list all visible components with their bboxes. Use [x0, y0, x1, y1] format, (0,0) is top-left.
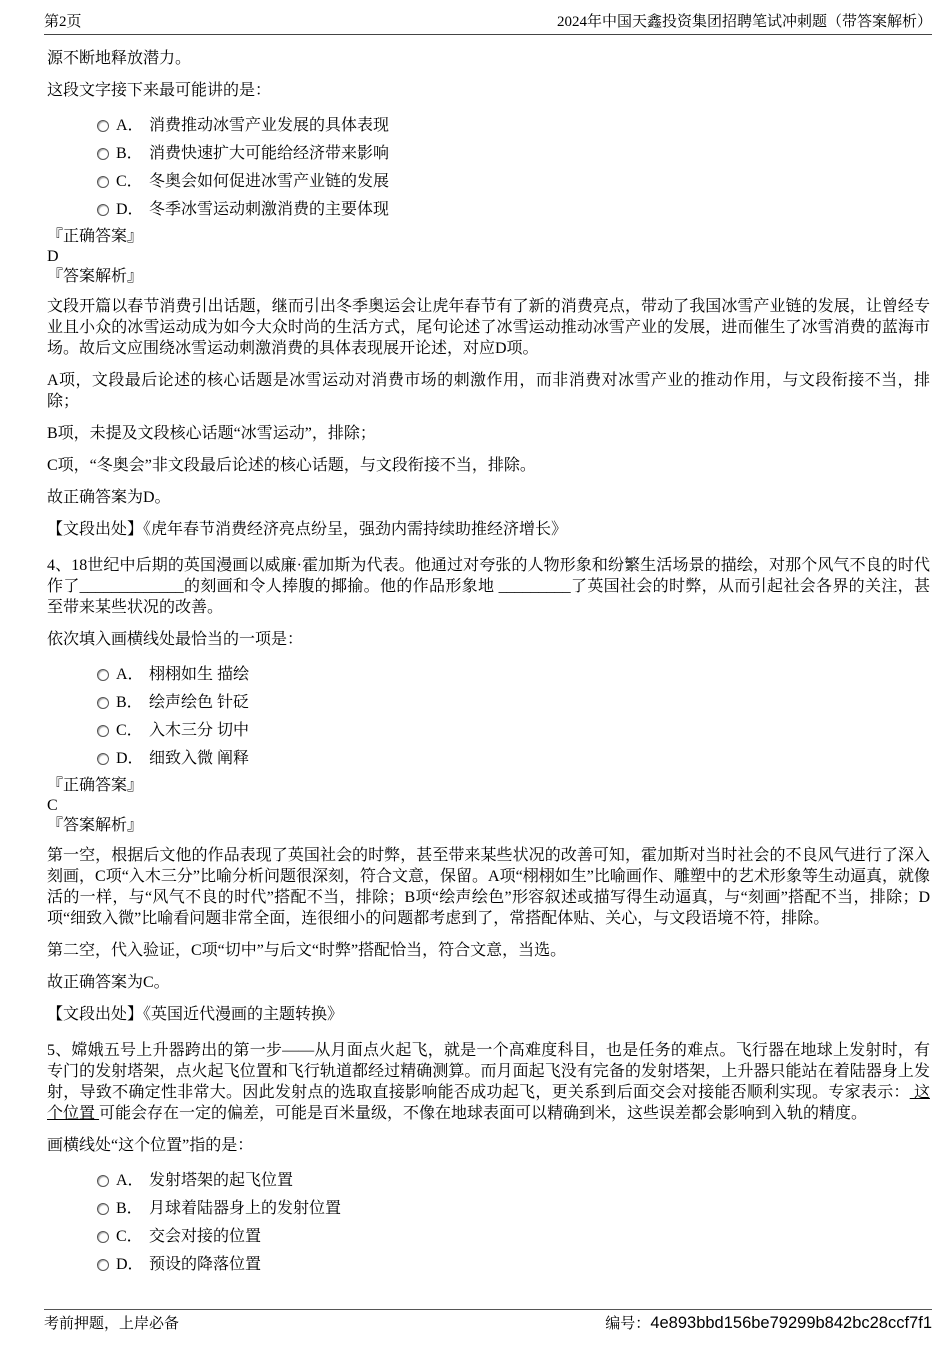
passage-source: 【文段出处】《虎年春节消费经济亮点纷呈，强劲内需持续助推经济增长》	[47, 521, 568, 538]
q3-prompt: 这段文字接下来最可能讲的是：	[47, 82, 272, 99]
serial-label: 编号：	[605, 1316, 651, 1332]
passage-source: 【文段出处】《英国近代漫画的主题转换》	[47, 1006, 344, 1023]
option-letter: A．	[116, 1172, 144, 1189]
radio-button-icon[interactable]	[97, 753, 109, 765]
radio-button-icon[interactable]	[97, 669, 109, 681]
q4-options	[47, 664, 930, 769]
option-text: 交会对接的位置	[149, 1228, 262, 1245]
option-text: 消费推动冰雪产业发展的具体表现	[149, 117, 390, 134]
q4-stem: 4、18世纪中后期的英国漫画以威廉·霍加斯为代表。他通过对夸张的人物形象和纷繁生活场景的描绘，对那个风气不良的时代作了_____________的刻画和令人捧腹的揶揄。他的作品形象地 _________了英国社会的时弊，从而引起社会各界的关注，甚至带来某些状况的改善。	[47, 557, 930, 616]
option-text: 细致入微 阐释	[149, 750, 250, 767]
radio-button-icon[interactable]	[97, 148, 109, 160]
option-q5-a[interactable]	[47, 1170, 930, 1191]
option-q5-d[interactable]	[47, 1254, 930, 1275]
option-q5-c[interactable]	[47, 1226, 930, 1247]
footer-slogan: 考前押题，上岸必备	[44, 1316, 180, 1332]
option-letter: C．	[116, 722, 143, 739]
radio-button-icon[interactable]	[97, 1231, 109, 1243]
analysis-label: 『答案解析』	[47, 268, 144, 285]
option-text: 冬季冰雪运动刺激消费的主要体现	[149, 201, 390, 218]
q4-answer-block	[47, 776, 930, 836]
page-footer	[44, 1309, 932, 1333]
option-text: 冬奥会如何促进冰雪产业链的发展	[149, 173, 390, 190]
radio-button-icon[interactable]	[97, 120, 109, 132]
radio-button-icon[interactable]	[97, 1259, 109, 1271]
analysis-paragraph: 文段开篇以春节消费引出话题，继而引出冬季奥运会让虎年春节有了新的消费亮点，带动了我国冰雪产业链的发展，让曾经专业且小众的冰雪运动成为如今大众时尚的生活方式，尾句论述了冰雪运动推动冰雪产业的发展，进而催生了冰雪消费的蓝海市场。故后文应围绕冰雪运动刺激消费的具体表现展开论述，对应D项。	[47, 298, 930, 357]
option-letter: C．	[116, 173, 143, 190]
option-letter: B．	[116, 694, 143, 711]
option-text: 入木三分 切中	[149, 722, 250, 739]
answer-label: 『正确答案』	[47, 228, 144, 245]
option-text: 绘声绘色 针砭	[149, 694, 250, 711]
option-q5-b[interactable]	[47, 1198, 930, 1219]
page-header	[44, 14, 932, 35]
option-q4-c[interactable]	[47, 720, 930, 741]
underlined-phrase: 这个位置	[47, 1084, 930, 1122]
q5-stem-text: 可能会存在一定的偏差，可能是百米量级，不像在地球表面可以精确到米，这些误差都会影响到入轨的精度。	[99, 1105, 868, 1122]
option-letter: A．	[116, 666, 144, 683]
analysis-paragraph: B项，未提及文段核心话题“冰雪运动”，排除；	[47, 425, 376, 442]
page-content	[47, 33, 930, 1282]
radio-button-icon[interactable]	[97, 1203, 109, 1215]
option-q4-d[interactable]	[47, 748, 930, 769]
answer-label: 『正确答案』	[47, 777, 144, 794]
radio-button-icon[interactable]	[97, 1175, 109, 1187]
q5-stem	[47, 1040, 930, 1124]
q3-answer-block	[47, 227, 930, 287]
option-letter: D．	[116, 1256, 144, 1273]
option-text: 发射塔架的起飞位置	[149, 1172, 294, 1189]
footer-serial	[605, 1314, 932, 1333]
document-title: 2024年中国天鑫投资集团招聘笔试冲刺题（带答案解析）	[556, 14, 932, 30]
option-letter: B．	[116, 1200, 143, 1217]
answer-value: C	[47, 797, 58, 814]
q5-prompt: 画横线处“这个位置”指的是：	[47, 1137, 254, 1154]
serial-code: 4e893bbd156be79299b842bc28ccf7f1	[650, 1314, 932, 1332]
page-number: 第2页	[44, 14, 82, 30]
radio-button-icon[interactable]	[97, 204, 109, 216]
analysis-paragraph: 第二空，代入验证，C项“切中”与后文“时弊”搭配恰当，符合文意，当选。	[47, 942, 567, 959]
q5-stem-text: 5、嫦娥五号上升器跨出的第一步——从月面点火起飞，就是一个高难度科目，也是任务的难点。飞行器在地球上发射时，有专门的发射塔架，点火起飞位置和飞行轨道都经过精确测算。而月面起飞没有完备的发射塔架，上升器只能站在着陆器身上发射，导致不确定性非常大。因此发射点的选取直接影响能否成功起飞，更关系到后面交会对接能否顺利实现。专家表示：	[47, 1042, 930, 1101]
option-text: 消费快速扩大可能给经济带来影响	[149, 145, 390, 162]
q5-options	[47, 1170, 930, 1275]
option-q3-d[interactable]	[47, 199, 930, 220]
option-letter: D．	[116, 201, 144, 218]
option-q3-b[interactable]	[47, 143, 930, 164]
option-q4-a[interactable]	[47, 664, 930, 685]
option-letter: D．	[116, 750, 144, 767]
option-q3-a[interactable]	[47, 115, 930, 136]
carryover-text: 源不断地释放潜力。	[47, 50, 192, 67]
analysis-conclusion: 故正确答案为C。	[47, 974, 170, 991]
option-letter: A．	[116, 117, 144, 134]
analysis-paragraph: C项，“冬奥会”非文段最后论述的核心话题，与文段衔接不当，排除。	[47, 457, 536, 474]
analysis-conclusion: 故正确答案为D。	[47, 489, 171, 506]
analysis-paragraph: A项，文段最后论述的核心话题是冰雪运动对消费市场的刺激作用，而非消费对冰雪产业的推动作用，与文段衔接不当，排除；	[47, 372, 930, 410]
option-q3-c[interactable]	[47, 171, 930, 192]
radio-button-icon[interactable]	[97, 176, 109, 188]
q3-options	[47, 115, 930, 220]
answer-value: D	[47, 248, 59, 265]
radio-button-icon[interactable]	[97, 725, 109, 737]
analysis-label: 『答案解析』	[47, 817, 144, 834]
q4-prompt: 依次填入画横线处最恰当的一项是：	[47, 631, 304, 648]
option-text: 预设的降落位置	[149, 1256, 262, 1273]
option-letter: B．	[116, 145, 143, 162]
option-letter: C．	[116, 1228, 143, 1245]
option-text: 栩栩如生 描绘	[149, 666, 250, 683]
option-q4-b[interactable]	[47, 692, 930, 713]
radio-button-icon[interactable]	[97, 697, 109, 709]
analysis-paragraph: 第一空，根据后文他的作品表现了英国社会的时弊，甚至带来某些状况的改善可知，霍加斯对当时社会的不良风气进行了深入刻画，C项“入木三分”比喻分析问题很深刻，符合文意，保留。A项“栩栩如生”比喻画作、雕塑中的艺术形象等生动逼真，就像活的一样，与“风气不良的时代”搭配不当，排除；B项“绘声绘色”形容叙述或描写得生动逼真，与“刻画”搭配不当，排除；D项“细致入微”比喻看问题非常全面，连很细小的问题都考虑到了，常搭配体贴、关心，与文段语境不符，排除。	[47, 847, 930, 927]
option-text: 月球着陆器身上的发射位置	[149, 1200, 342, 1217]
